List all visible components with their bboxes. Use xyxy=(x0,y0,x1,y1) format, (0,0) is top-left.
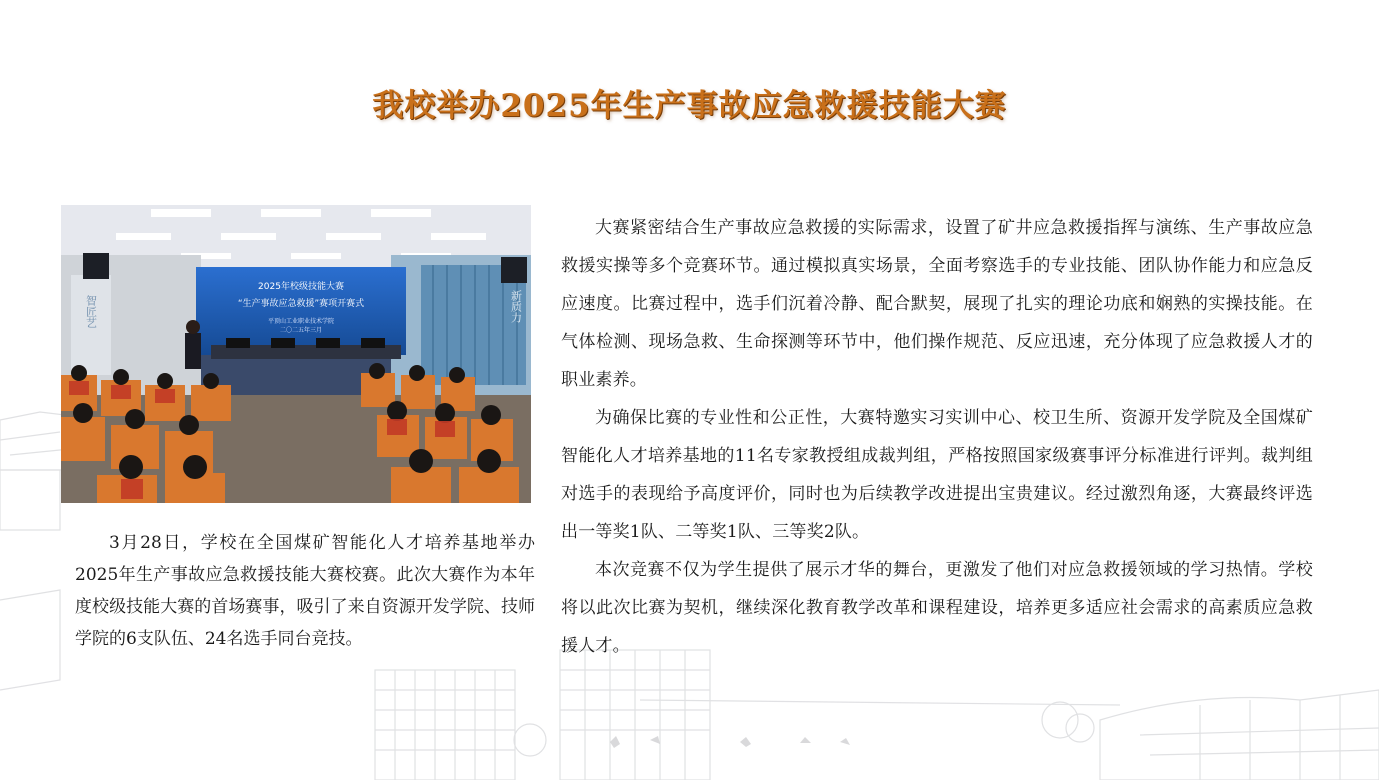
screen-line-4: 二〇二五年三月 xyxy=(279,327,323,334)
article-paragraph-3: 本次竞赛不仅为学生提供了展示才华的舞台，更激发了他们对应急救援领域的学习热情。学校将以此次比赛为契机，继续深化教育教学改革和课程建设，培养更多适应社会需求的高素质应急救援人才。 xyxy=(561,560,1313,656)
event-photo xyxy=(61,205,531,503)
page-title: 我校举办2025年生产事故应急救援技能大赛 xyxy=(372,88,1007,124)
wall-slogan-left: 智匠艺 xyxy=(84,295,98,328)
article-paragraph-1: 大赛紧密结合生产事故应急救援的实际需求，设置了矿井应急救援指挥与演练、生产事故应急救援实操等多个竞赛环节。通过模拟真实场景，全面考察选手的专业技能、团队协作能力和应急反应速度。比赛过程中，选手们沉着冷静、配合默契，展现了扎实的理论功底和娴熟的实操技能。在气体检测、现场急救、生命探测等环节中，他们操作规范、反应迅速，充分体现了应急救援人才的职业素养。 xyxy=(561,218,1313,390)
screen-line-3: 平顶山工业职业技术学院 xyxy=(267,318,335,325)
screen-line-1: 2025年校级技能大赛 xyxy=(258,282,344,292)
article-body xyxy=(561,209,1313,665)
photo-caption: 3月28日，学校在全国煤矿智能化人才培养基地举办2025年生产事故应急救援技能大赛校赛。此次大赛作为本年度校级技能大赛的首场赛事，吸引了来自资源开发学院、技师学院的6支队伍、24名选手同台竞技。 xyxy=(75,533,535,649)
screen-line-2: “生产事故应急救援”赛项开赛式 xyxy=(237,299,365,309)
wall-slogan-right: 新质力 xyxy=(509,290,523,323)
article-paragraph-2: 为确保比赛的专业性和公正性，大赛特邀实习实训中心、校卫生所、资源开发学院及全国煤矿智能化人才培养基地的11名专家教授组成裁判组，严格按照国家级赛事评分标准进行评判。裁判组对选手的表现给予高度评价，同时也为后续教学改进提出宝贵建议。经过激烈角逐，大赛最终评选出一等奖1队、二等奖1队、三等奖2队。 xyxy=(561,408,1313,542)
